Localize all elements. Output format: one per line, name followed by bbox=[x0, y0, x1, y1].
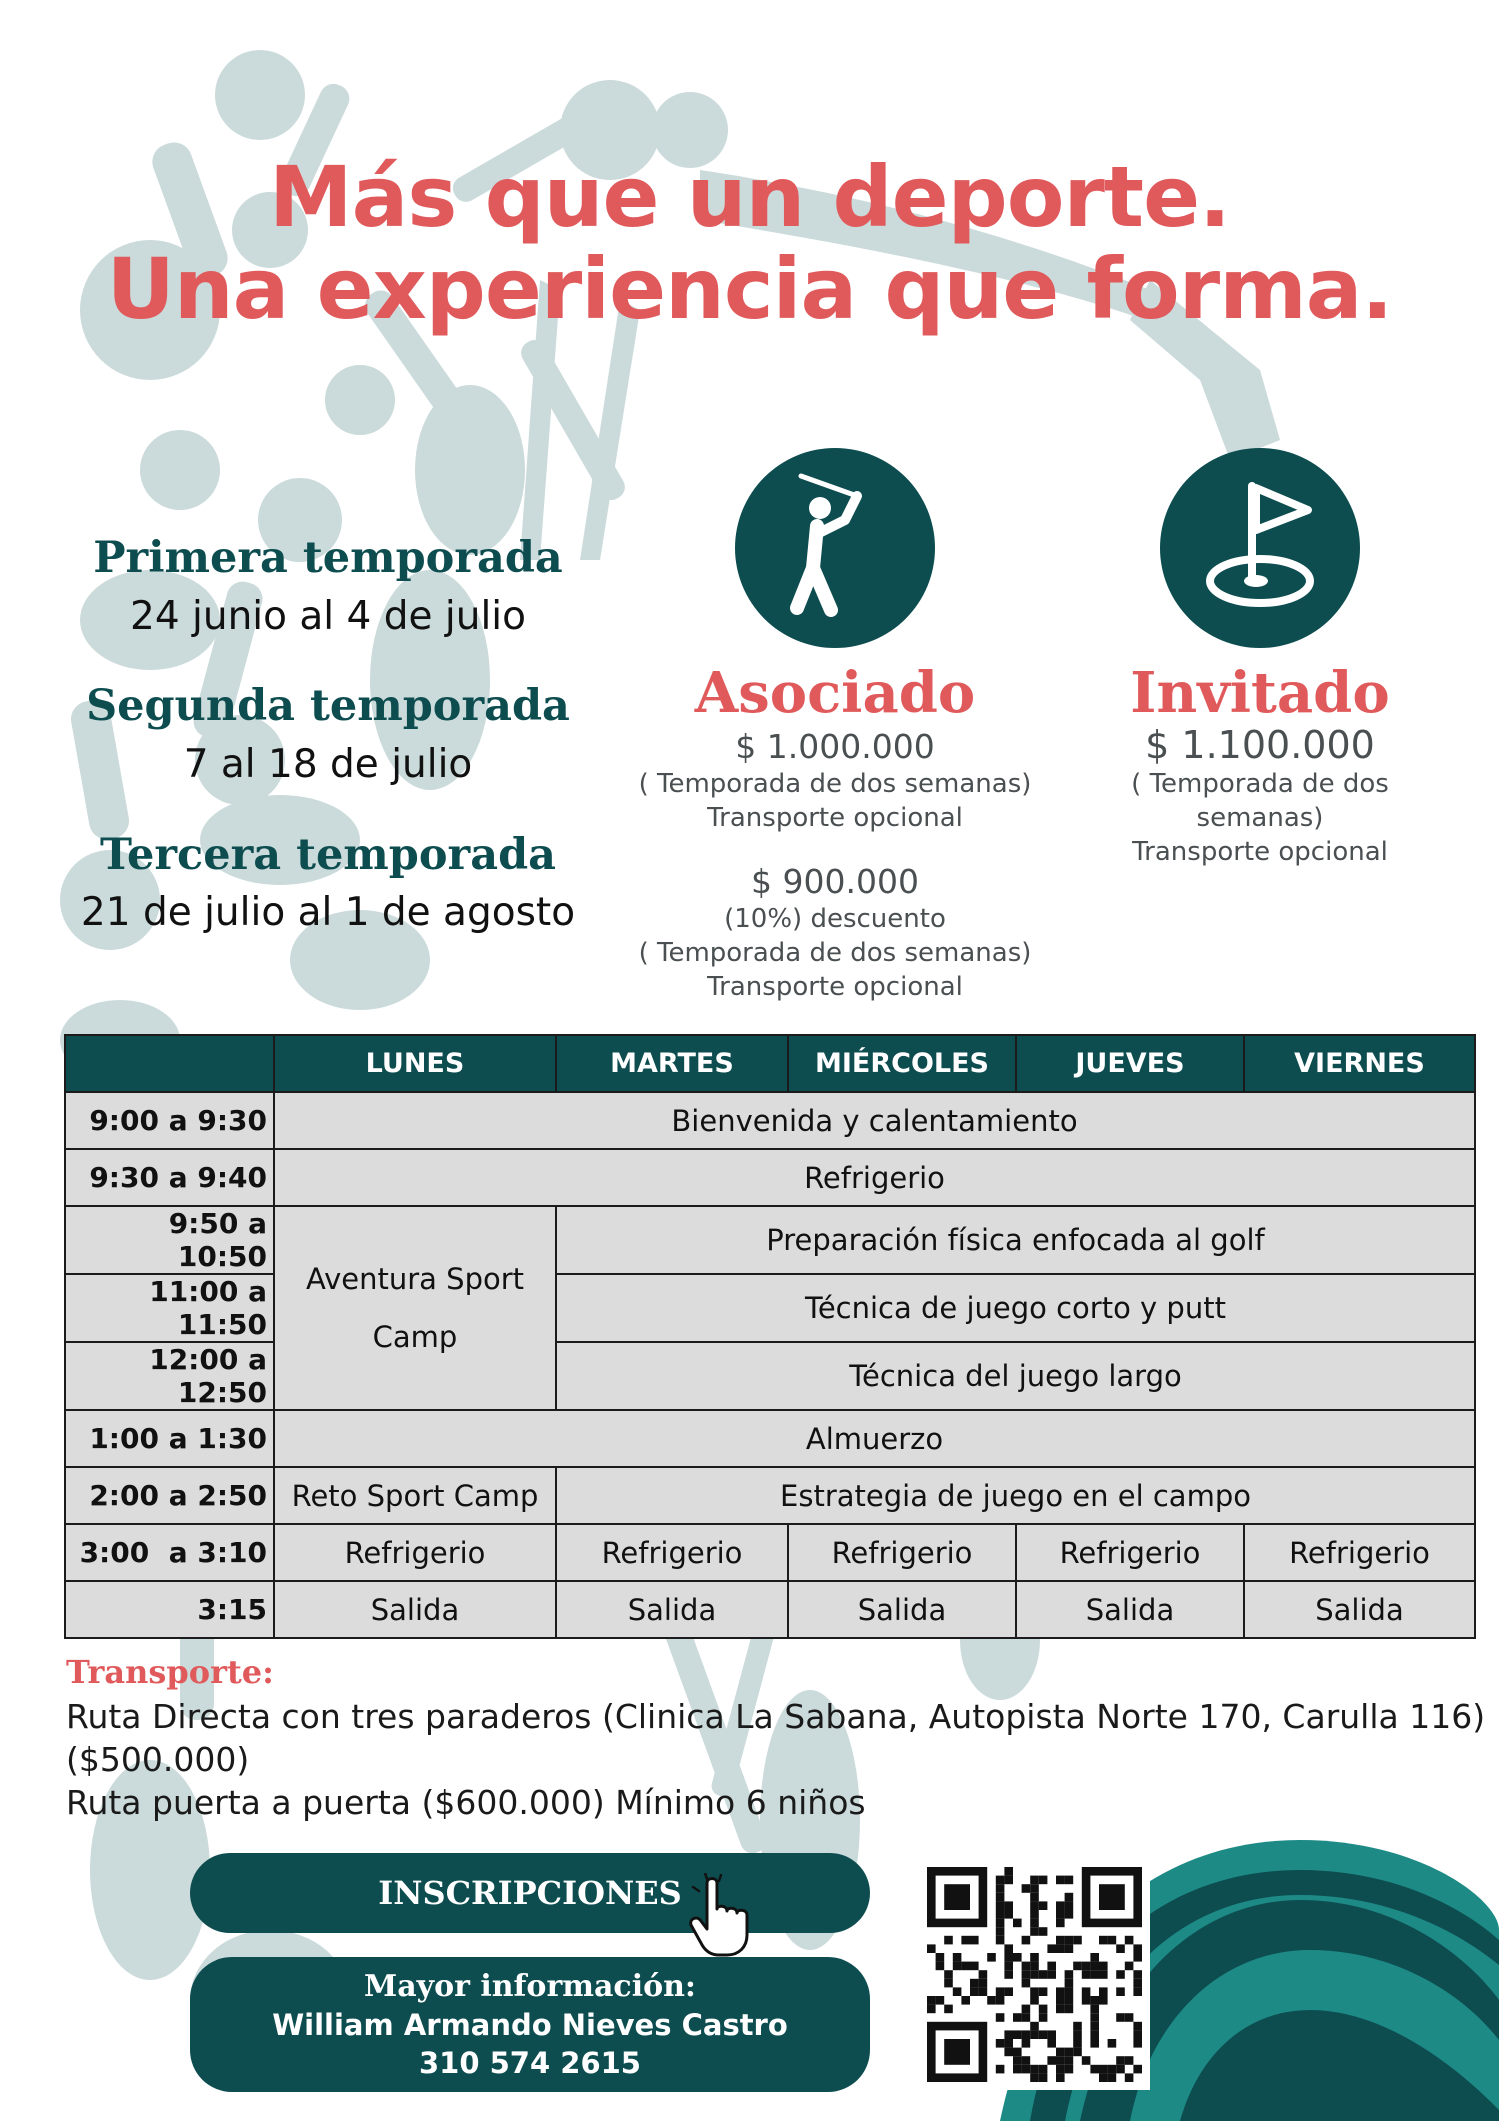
header-day-tuesday: MARTES bbox=[556, 1035, 788, 1092]
plan-asociado-discount-duration: ( Temporada de dos semanas) bbox=[638, 938, 1032, 968]
schedule-table bbox=[64, 1034, 1476, 1639]
table-row bbox=[65, 1581, 1475, 1638]
plan-invitado-duration-line-1: ( Temporada de dos bbox=[1131, 769, 1389, 799]
inscripciones-label: INSCRIPCIONES bbox=[378, 1874, 682, 1912]
contact-name: William Armando Nieves Castro bbox=[272, 2008, 788, 2042]
season-3-dates: 21 de julio al 1 de agosto bbox=[80, 890, 576, 935]
contact-info-card bbox=[190, 1957, 870, 2092]
activity-cell: Refrigerio bbox=[1016, 1524, 1244, 1581]
plan-asociado-discount-transport: Transporte opcional bbox=[707, 972, 963, 1002]
golfer-icon bbox=[735, 448, 935, 648]
qr-code-image bbox=[920, 1860, 1150, 2090]
inscripciones-button[interactable] bbox=[190, 1853, 870, 1933]
transport-line-1: Ruta Directa con tres paraderos (Clinica La Sabana, Autopista Norte 170, Carulla 116) bbox=[66, 1697, 1486, 1736]
plan-asociado-discount-label: (10%) descuento bbox=[724, 904, 946, 934]
time-cell: 9:50 a 10:50 bbox=[65, 1206, 274, 1274]
qr-code[interactable] bbox=[920, 1860, 1150, 2090]
plan-asociado-duration: ( Temporada de dos semanas) bbox=[638, 769, 1032, 799]
table-row bbox=[65, 1206, 1475, 1274]
transport-line-2: ($500.000) bbox=[66, 1740, 250, 1779]
plan-invitado-transport: Transporte opcional bbox=[1132, 837, 1388, 867]
time-cell: 12:00 a 12:50 bbox=[65, 1342, 274, 1410]
activity-cell: Técnica de juego corto y putt bbox=[556, 1274, 1475, 1342]
aventura-line-1: Aventura Sport bbox=[305, 1262, 525, 1296]
plan-invitado-duration-line-2: semanas) bbox=[1196, 803, 1324, 833]
activity-cell: Refrigerio bbox=[274, 1524, 556, 1581]
activity-cell: Salida bbox=[274, 1581, 556, 1638]
time-cell: 9:00 a 9:30 bbox=[65, 1092, 274, 1149]
season-1-title: Primera temporada bbox=[93, 533, 563, 583]
header-day-thursday: JUEVES bbox=[1016, 1035, 1244, 1092]
header-day-monday: LUNES bbox=[274, 1035, 556, 1092]
header-day-friday: VIERNES bbox=[1244, 1035, 1475, 1092]
table-row bbox=[65, 1410, 1475, 1467]
time-cell: 11:00 a 11:50 bbox=[65, 1274, 274, 1342]
table-row bbox=[65, 1092, 1475, 1149]
activity-cell: Refrigerio bbox=[788, 1524, 1016, 1581]
activity-cell: Estrategia de juego en el campo bbox=[556, 1467, 1475, 1524]
time-cell: 3:00 a 3:10 bbox=[65, 1524, 274, 1581]
season-2-dates: 7 al 18 de julio bbox=[183, 742, 473, 787]
season-2-title: Segunda temporada bbox=[86, 681, 570, 731]
activity-cell: Bienvenida y calentamiento bbox=[274, 1092, 1475, 1149]
activity-cell: Salida bbox=[556, 1581, 788, 1638]
schedule-header-row bbox=[65, 1035, 1475, 1092]
table-row bbox=[65, 1149, 1475, 1206]
transport-title: Transporte: bbox=[66, 1653, 274, 1691]
plan-invitado-title: Invitado bbox=[1130, 660, 1390, 726]
time-cell: 2:00 a 2:50 bbox=[65, 1467, 274, 1524]
transport-line-3: Ruta puerta a puerta ($600.000) Mínimo 6 niños bbox=[66, 1783, 866, 1822]
season-1-dates: 24 junio al 4 de julio bbox=[130, 594, 526, 639]
time-cell: 3:15 bbox=[65, 1581, 274, 1638]
activity-cell: Refrigerio bbox=[274, 1149, 1475, 1206]
aventura-line-2: Camp bbox=[372, 1320, 458, 1354]
season-3-title: Tercera temporada bbox=[99, 830, 556, 880]
time-cell: 1:00 a 1:30 bbox=[65, 1410, 274, 1467]
contact-phone[interactable]: 310 574 2615 bbox=[419, 2046, 641, 2080]
plan-asociado-price: $ 1.000.000 bbox=[735, 727, 935, 766]
table-row bbox=[65, 1524, 1475, 1581]
activity-cell: Técnica del juego largo bbox=[556, 1342, 1475, 1410]
plan-asociado-title: Asociado bbox=[694, 660, 976, 726]
activity-cell-aventura bbox=[274, 1206, 556, 1410]
activity-cell: Salida bbox=[788, 1581, 1016, 1638]
pointer-hand-icon bbox=[685, 1873, 755, 1959]
activity-cell: Refrigerio bbox=[1244, 1524, 1475, 1581]
plan-invitado-price: $ 1.100.000 bbox=[1145, 723, 1375, 767]
activity-cell: Refrigerio bbox=[556, 1524, 788, 1581]
golf-flag-icon bbox=[1160, 448, 1360, 648]
header-day-wednesday: MIÉRCOLES bbox=[788, 1035, 1016, 1092]
activity-cell: Salida bbox=[1244, 1581, 1475, 1638]
headline-line-1: Más que un deporte. bbox=[269, 148, 1230, 246]
activity-cell: Salida bbox=[1016, 1581, 1244, 1638]
table-row bbox=[65, 1467, 1475, 1524]
time-cell: 9:30 a 9:40 bbox=[65, 1149, 274, 1206]
info-title: Mayor información: bbox=[363, 1969, 696, 2004]
activity-cell: Almuerzo bbox=[274, 1410, 1475, 1467]
activity-cell: Reto Sport Camp bbox=[274, 1467, 556, 1524]
header-time-column bbox=[65, 1035, 274, 1092]
activity-cell: Preparación física enfocada al golf bbox=[556, 1206, 1475, 1274]
plan-asociado-transport: Transporte opcional bbox=[707, 803, 963, 833]
headline-line-2: Una experiencia que forma. bbox=[106, 240, 1393, 338]
plan-asociado-discount-price: $ 900.000 bbox=[751, 862, 919, 901]
